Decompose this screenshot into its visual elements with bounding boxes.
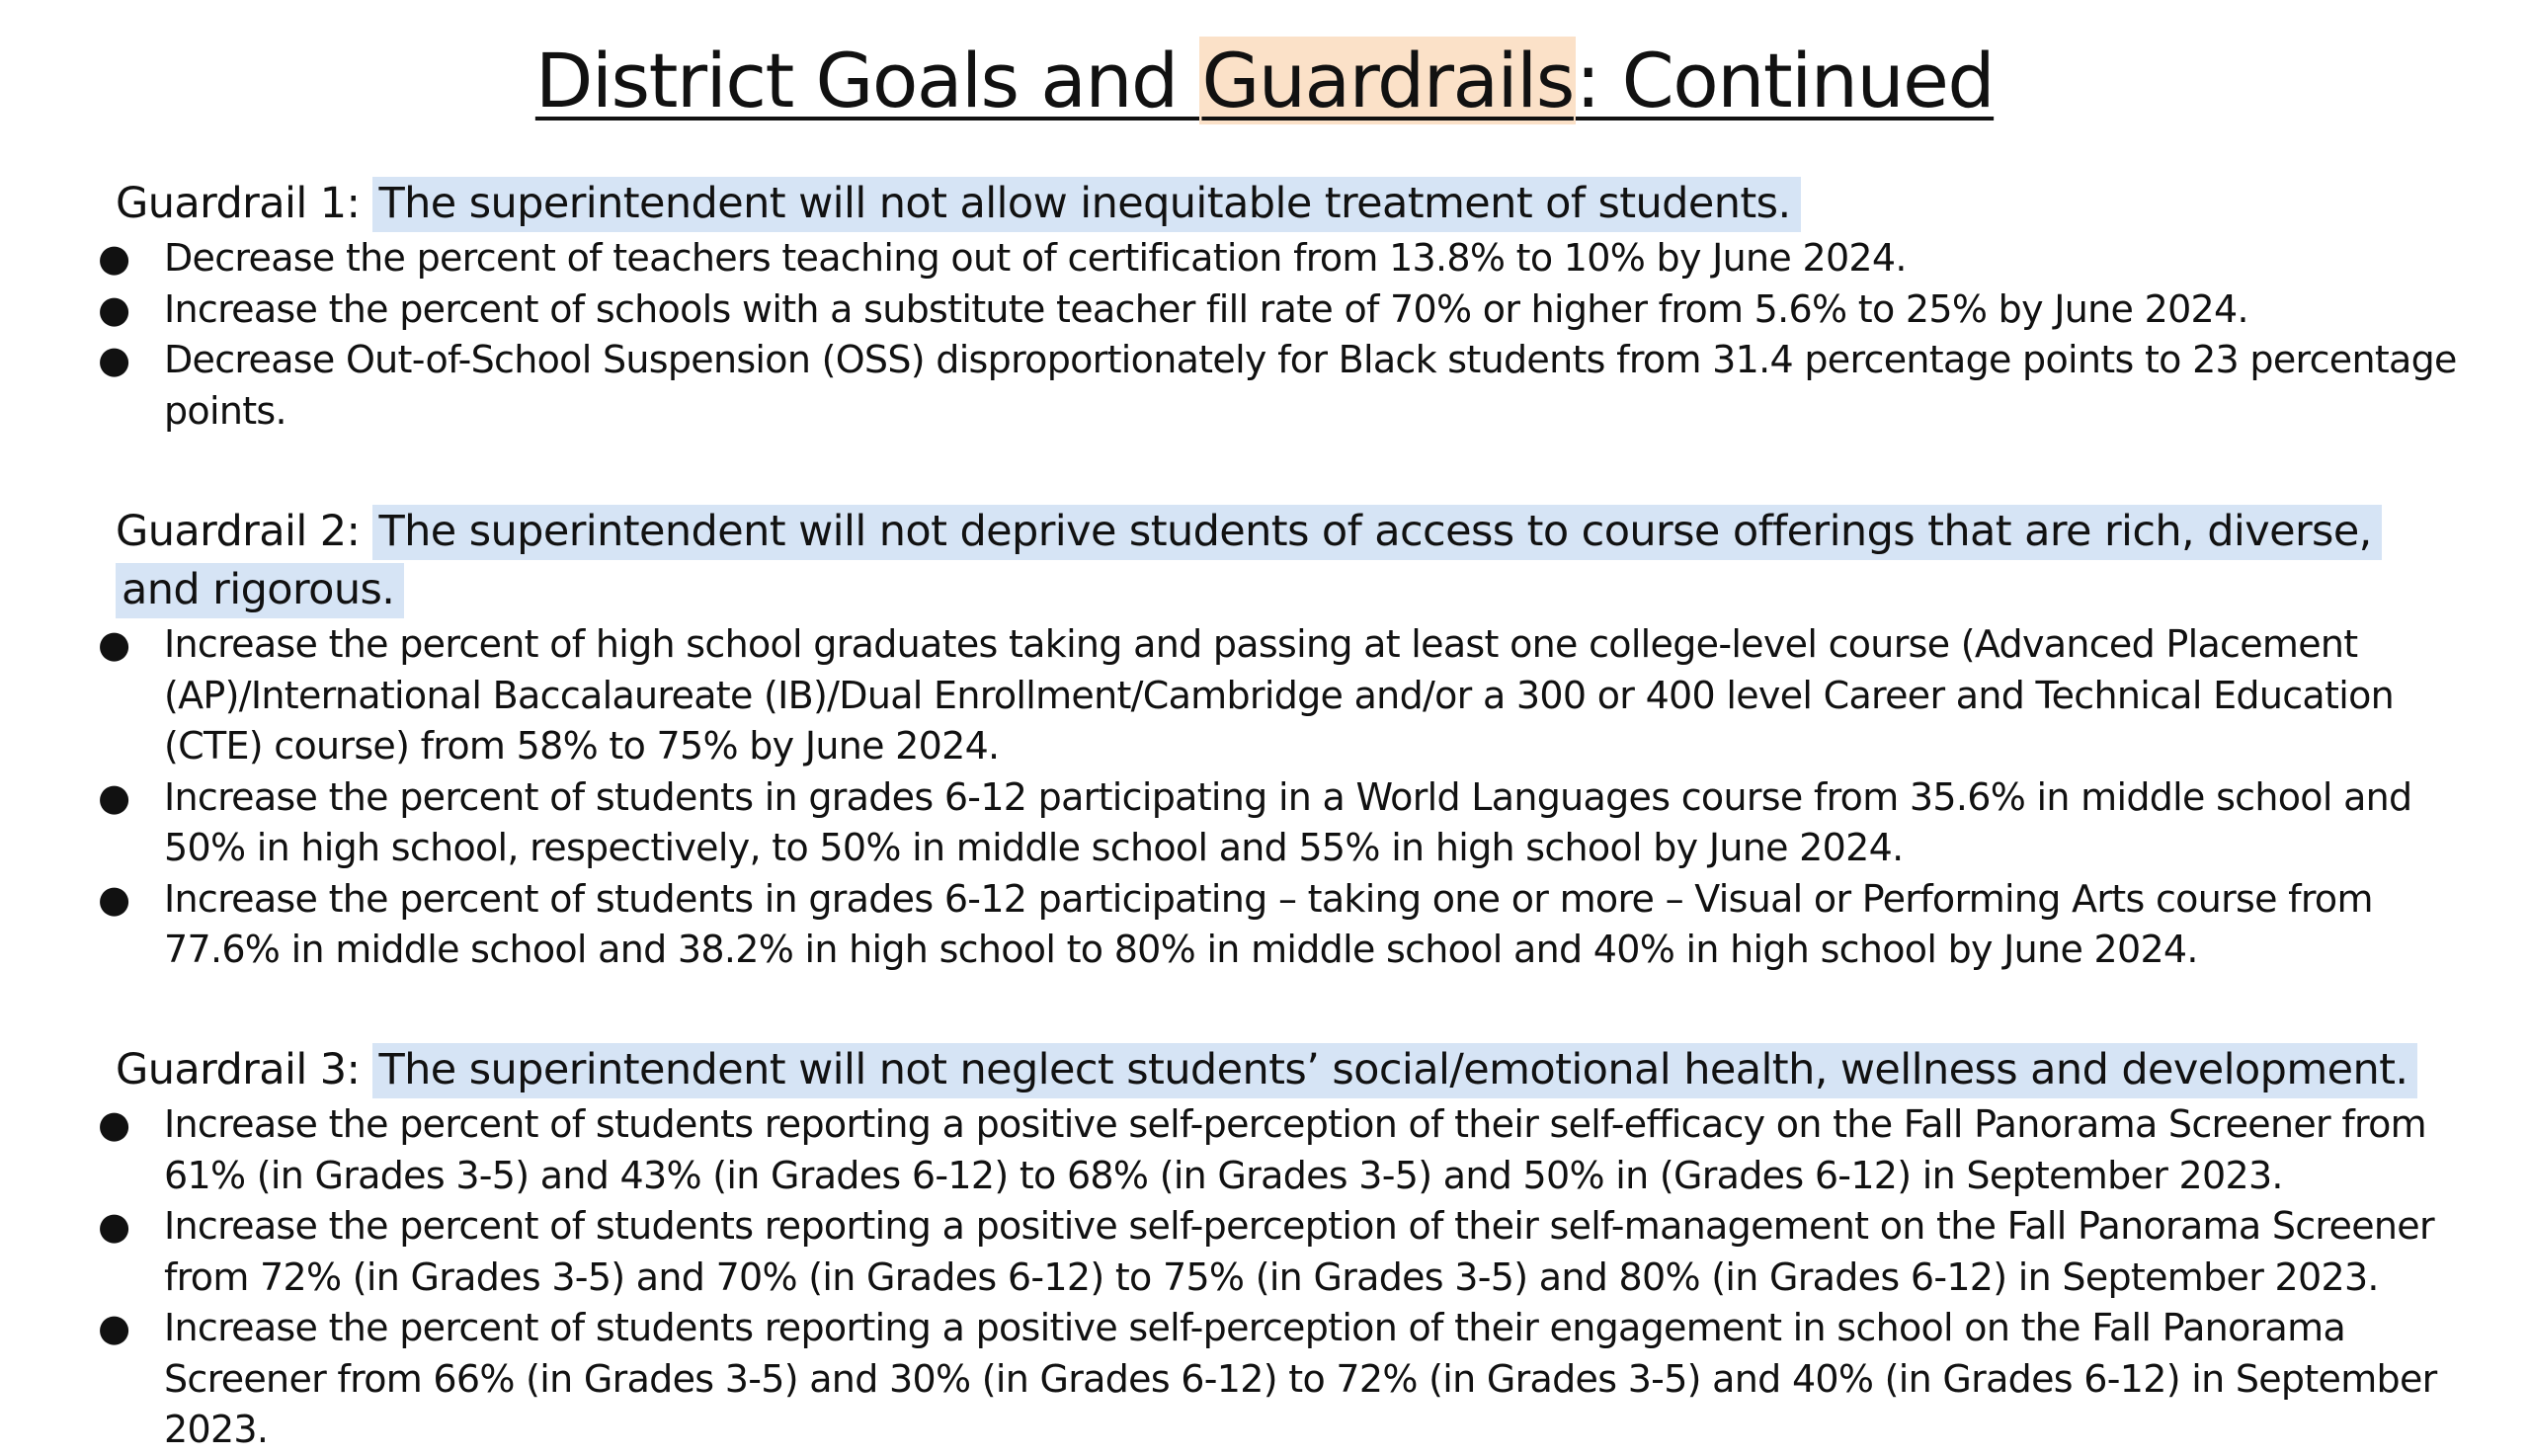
bullet-icon: ● [98, 876, 130, 921]
bullet-text: Increase the percent of students reporting a positive self-perception of their engagement in school on the Fall Panorama Screener from 66% (in Grades 3-5) and 30% (in Grades 6-12) to 72% (in Grades 3-5) and 40% (in Grades 6-12) in September 2023. [164, 1306, 2437, 1451]
bullet-icon: ● [98, 1204, 130, 1248]
list-item [0, 233, 2486, 284]
guardrail-3-bullets [0, 1099, 2529, 1456]
guardrail-2-section [0, 503, 2529, 976]
bullet-text: Increase the percent of students in grades 6-12 participating in a World Languages course from 35.6% in middle school and 50% in high school, respectively, to 50% in middle school and 55% in high school by June 2024. [164, 774, 2412, 869]
guardrail-3-label: Guardrail 3: [116, 1045, 373, 1094]
guardrail-1-bullets [0, 233, 2529, 437]
title-highlight: Guardrails [1201, 37, 1574, 124]
bullet-icon: ● [98, 1102, 130, 1146]
guardrail-2-statement: The superintendent will not deprive students of access to course offerings that are rich, diverse, and rigorous. [116, 505, 2382, 618]
list-item [0, 619, 2486, 772]
bullet-icon: ● [98, 1306, 130, 1349]
bullet-icon: ● [98, 236, 130, 280]
list-item [0, 1201, 2486, 1303]
guardrail-3-heading [116, 1041, 2427, 1099]
bullet-text: Decrease Out-of-School Suspension (OSS) disproportionately for Black students from 31.4 percentage points to 23 percentage points. [164, 338, 2457, 433]
bullet-icon: ● [98, 622, 130, 666]
guardrail-1-statement: The superintendent will not allow inequitable treatment of students. [372, 177, 1800, 232]
list-item [0, 772, 2486, 874]
bullet-text: Increase the percent of students reporting a positive self-perception of their self-management on the Fall Panorama Screener from 72% (in Grades 3-5) and 70% (in Grades 6-12) to 75% (in Grades 3-5) and 80% (in Grades 6-12) in September 2023. [164, 1204, 2434, 1299]
title-part-after: : Continued [1575, 37, 1995, 124]
list-item [0, 1303, 2486, 1456]
guardrail-2-heading [116, 503, 2427, 619]
guardrail-3-section [0, 1041, 2529, 1456]
bullet-text: Increase the percent of schools with a substitute teacher fill rate of 70% or higher from 5.6% to 25% by June 2024. [164, 286, 2248, 331]
bullet-icon: ● [98, 774, 130, 819]
bullet-text: Increase the percent of students in grades 6-12 participating – taking one or more – Visual or Performing Arts course from 77.6% in middle school and 38.2% in high school to 80% in middle school and 40% in high school by June 2024. [164, 876, 2373, 971]
title-part-before: District Goals and [534, 37, 1200, 124]
bullet-text: Increase the percent of high school graduates taking and passing at least one college-level course (Advanced Placement (AP)/International Baccalaureate (IB)/Dual Enrollment/Cambridge and/or a 300 or 400 level Career and Technical Education (CTE) course) from 58% to 75% by June 2024. [164, 622, 2395, 768]
list-item [0, 874, 2486, 976]
page-title [0, 30, 2529, 132]
guardrail-2-bullets [0, 619, 2529, 976]
guardrail-1-label: Guardrail 1: [116, 179, 373, 228]
list-item [0, 335, 2486, 437]
list-item [0, 1099, 2486, 1201]
guardrail-1-section [0, 175, 2529, 437]
guardrail-3-statement: The superintendent will not neglect students’ social/emotional health, wellness and development. [372, 1043, 2417, 1098]
bullet-icon: ● [98, 286, 130, 331]
guardrail-2-label: Guardrail 2: [116, 507, 373, 556]
bullet-text: Decrease the percent of teachers teaching out of certification from 13.8% to 10% by June 2024. [164, 236, 1907, 280]
bullet-icon: ● [98, 338, 130, 381]
guardrail-1-heading [116, 175, 2427, 233]
bullet-text: Increase the percent of students reporting a positive self-perception of their self-efficacy on the Fall Panorama Screener from 61% (in Grades 3-5) and 43% (in Grades 6-12) to 68% (in Grades 3-5) and 50% in (Grades 6-12) in September 2023. [164, 1102, 2426, 1197]
page-title-text [535, 37, 1994, 124]
list-item [0, 284, 2486, 336]
